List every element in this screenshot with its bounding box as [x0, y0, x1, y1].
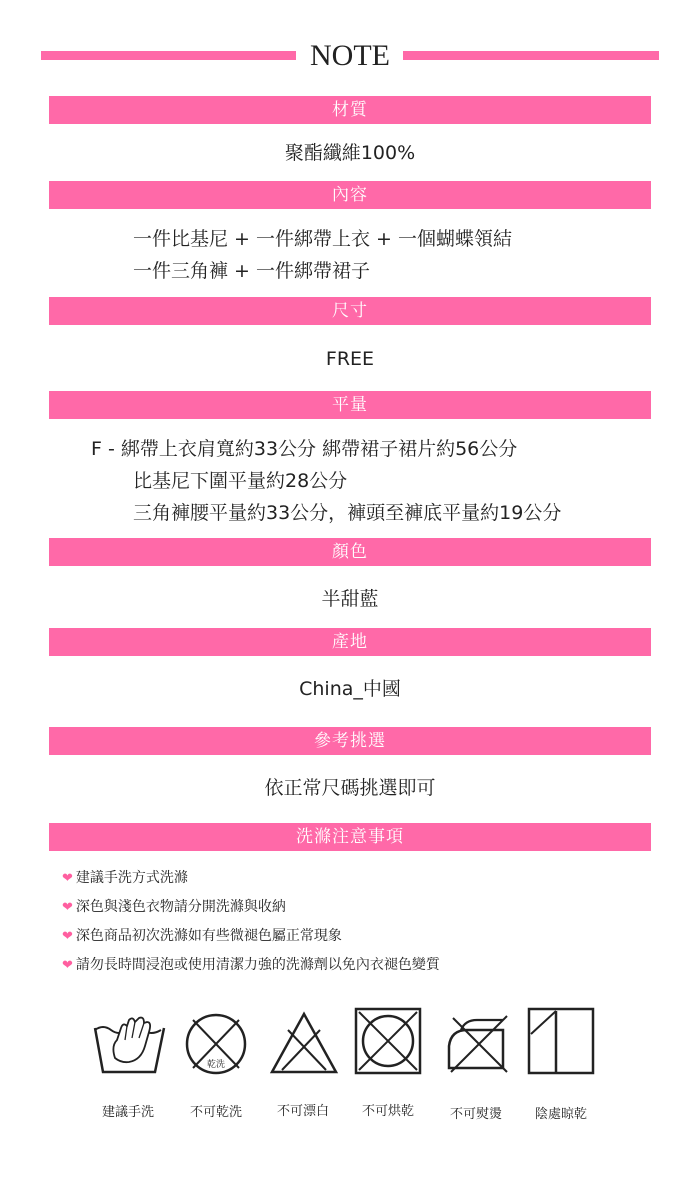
wash-item-text: 深色與淺色衣物請分開洗滌與收納 — [75, 899, 286, 915]
contents-line-1: 一件比基尼 + 一件綁帶上衣 + 一個蝴蝶領結 — [133, 228, 512, 250]
measure-line-3: 三角褲腰平量約33公分，褲頭至褲底平量約19公分 — [133, 502, 562, 524]
hand-wash-icon — [91, 1006, 169, 1078]
dry-in-shade-icon — [526, 1006, 596, 1076]
svg-text:乾洗: 乾洗 — [206, 1060, 226, 1070]
reference-value: 依正常尺碼挑選即可 — [264, 777, 436, 799]
measure-line-1: F - 綁帶上衣肩寬約33公分 綁帶裙子裙片約56公分 — [91, 438, 518, 460]
page-title: NOTE — [310, 39, 390, 72]
care-label-hand-wash: 建議手洗 — [101, 1105, 154, 1120]
size-value: FREE — [325, 348, 375, 370]
section-header-contents: 內容 — [49, 181, 651, 209]
section-header-size: 尺寸 — [49, 297, 651, 325]
wash-item — [62, 926, 342, 947]
measure-line-2: 比基尼下圍平量約28公分 — [133, 470, 348, 492]
section-header-color: 顏色 — [49, 538, 651, 566]
origin-value: China_中國 — [299, 678, 401, 700]
no-dry-clean-icon — [183, 1006, 249, 1078]
no-tumble-dry-icon — [353, 1006, 423, 1076]
wash-item-text: 深色商品初次洗滌如有些微褪色屬正常現象 — [75, 928, 342, 944]
care-label-dry-in-shade: 陰處晾乾 — [534, 1107, 587, 1122]
no-iron-icon — [441, 1006, 513, 1078]
section-header-reference: 參考挑選 — [49, 727, 651, 755]
section-header-material: 材質 — [49, 96, 651, 124]
care-label-no-tumble-dry: 不可烘乾 — [361, 1104, 414, 1119]
heart-icon: ❤ — [62, 958, 73, 973]
contents-line-2: 一件三角褲 + 一件綁帶裙子 — [133, 260, 370, 282]
wash-item — [62, 955, 440, 976]
care-label-no-dry-clean: 不可乾洗 — [189, 1105, 242, 1120]
section-header-measure: 平量 — [49, 391, 651, 419]
wash-item — [62, 897, 286, 918]
care-label-no-bleach: 不可漂白 — [276, 1104, 329, 1119]
heart-icon: ❤ — [62, 929, 73, 944]
color-value: 半甜藍 — [321, 588, 379, 610]
section-header-washing: 洗滌注意事項 — [49, 823, 651, 851]
heart-icon: ❤ — [62, 871, 73, 886]
wash-item-text: 建議手洗方式洗滌 — [75, 870, 188, 886]
heart-icon: ❤ — [62, 900, 73, 915]
no-bleach-icon — [268, 1006, 340, 1078]
material-value: 聚酯纖維100% — [284, 142, 416, 164]
section-header-origin: 產地 — [49, 628, 651, 656]
wash-item-text: 請勿長時間浸泡或使用清潔力強的洗滌劑以免內衣褪色變質 — [75, 957, 440, 973]
care-label-no-iron: 不可熨燙 — [449, 1107, 502, 1122]
wash-item — [62, 868, 188, 889]
